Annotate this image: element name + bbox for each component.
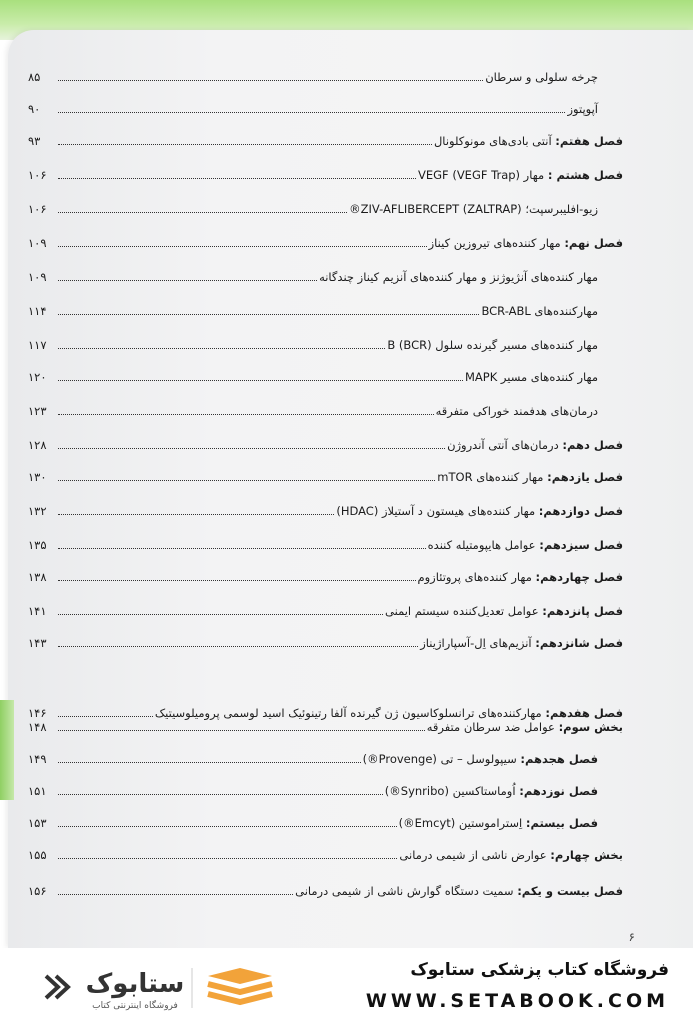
toc-page-number: ۱۱۷ — [28, 338, 47, 352]
toc-entry-text: چرخه سلولی و سرطان — [485, 70, 598, 84]
toc-leader-dots — [58, 646, 418, 647]
toc-entry-title — [349, 202, 598, 216]
toc-entry — [30, 876, 623, 898]
toc-page-number: ۱۵۶ — [28, 884, 47, 898]
toc-entry — [30, 808, 598, 830]
toc-entry-text: مهار VEGF (VEGF Trap) — [418, 168, 548, 182]
toc-entry-text: اُوماستاکسین (Synribo®) — [384, 784, 520, 798]
toc-entry-title — [465, 370, 598, 384]
toc-page-number: ۹۳ — [28, 134, 41, 148]
toc-entry-title — [420, 636, 623, 650]
toc-chapter-label: بخش سوم: — [558, 720, 623, 734]
toc-entry — [30, 596, 623, 618]
toc-chapter-label: فصل پانزدهم: — [542, 604, 623, 618]
toc-chapter-label: فصل دوازدهم: — [538, 504, 623, 518]
toc-page-number: ۱۵۱ — [28, 784, 47, 798]
toc-page-number: ۱۳۸ — [28, 570, 47, 584]
toc-entry-title — [434, 134, 623, 148]
toc-leader-dots — [58, 480, 435, 481]
toc-entry-title — [385, 604, 623, 618]
toc-entry — [30, 330, 598, 352]
toc-chapter-label: فصل یازدهم: — [547, 470, 623, 484]
toc-leader-dots — [58, 730, 425, 731]
toc-entry — [30, 194, 598, 216]
toc-entry-text: عوامل هایپومتیله کننده — [427, 538, 540, 552]
toc-chapter-label: فصل هجدهم: — [520, 752, 598, 766]
toc-chapter-label: فصل سیزدهم: — [539, 538, 623, 552]
toc-leader-dots — [58, 858, 397, 859]
toc-entry — [30, 562, 623, 584]
toc-entry-text: درمان‌های آنتی آندروژن — [447, 438, 563, 452]
toc-entry — [30, 744, 598, 766]
toc-page-number: ۱۰۶ — [28, 168, 47, 182]
toc-entry-text: سمیت دستگاه گوارش ناشی از شیمی درمانی — [295, 884, 518, 898]
toc-page-number: ۱۰۶ — [28, 202, 47, 216]
toc-chapter-label: فصل هفدهم: — [545, 706, 623, 720]
toc-entry-text: عوامل ضد سرطان متفرقه — [426, 720, 559, 734]
toc-entry-text: عوارض ناشی از شیمی درمانی — [399, 848, 551, 862]
toc-page-number: ۱۳۵ — [28, 538, 47, 552]
toc-entry-title — [429, 236, 623, 250]
toc-entry-title — [387, 338, 598, 352]
toc-leader-dots — [58, 448, 445, 449]
toc-entry — [30, 776, 598, 798]
toc-entry-title — [319, 270, 598, 284]
toc-entry-title — [418, 168, 623, 182]
toc-chapter-label: فصل چهاردهم: — [535, 570, 623, 584]
toc-leader-dots — [58, 794, 383, 795]
toc-leader-dots — [58, 348, 385, 349]
toc-page-number: ۱۵۳ — [28, 816, 47, 830]
toc-page-number: ۸۵ — [28, 70, 41, 84]
toc-leader-dots — [58, 314, 479, 315]
toc-entry-text: آنتی بادی‌های مونوکلونال — [433, 134, 556, 148]
toc-entry-title — [295, 884, 623, 898]
toc-page-number: ۱۲۰ — [28, 370, 47, 384]
green-page-edge-side — [0, 700, 14, 800]
toc-chapter-label: بخش چهارم: — [550, 848, 623, 862]
toc-leader-dots — [58, 280, 317, 281]
toc-leader-dots — [58, 144, 432, 145]
toc-chapter-label: فصل هفتم: — [555, 134, 623, 148]
toc-entry-text: سیپولوسل – تی (Provenge®) — [362, 752, 521, 766]
toc-chapter-label: فصل شانزدهم: — [535, 636, 623, 650]
toc-entry-title — [428, 538, 623, 552]
toc-entry — [30, 530, 623, 552]
toc-page-number: ۹۰ — [28, 102, 41, 116]
toc-entry-title — [418, 570, 624, 584]
toc-page-number: ۱۲۸ — [28, 438, 47, 452]
toc-entry-text: درمان‌های هدفمند خوراکی متفرقه — [435, 404, 598, 418]
toc-entry-title — [363, 752, 598, 766]
toc-entry-text: مهار کننده‌های آنژیوژنز و مهار کننده‌های آنزیم کیناز چندگانه — [319, 270, 598, 284]
toc-chapter-label: فصل نهم: — [564, 236, 623, 250]
toc-chapter-label: فصل بیستم: — [525, 816, 598, 830]
toc-page-number: ۱۰۹ — [28, 236, 47, 250]
toc-page-number: ۱۵۵ — [28, 848, 47, 862]
toc-entry-text: مهار کننده‌های مسیر MAPK — [464, 370, 598, 384]
setabook-logo[interactable] — [40, 962, 280, 1012]
toc-entry-text: مهارکننده‌های ترانسلوکاسیون ژن گیرنده آلفا رتینوئیک اسید لوسمی پرومیلوسیتیک — [154, 706, 546, 720]
toc-entry-text: مهار کننده‌های تیروزین کیناز — [428, 236, 565, 250]
store-url[interactable]: WWW.SETABOOK.COM — [365, 990, 669, 1012]
toc-page-number: ۱۳۲ — [28, 504, 47, 518]
toc-leader-dots — [58, 380, 463, 381]
toc-leader-dots — [58, 762, 361, 763]
toc-page-number: ۱۳۰ — [28, 470, 47, 484]
toc-leader-dots — [58, 80, 483, 81]
toc-leader-dots — [58, 212, 347, 213]
toc-chapter-label: فصل نوزدهم: — [519, 784, 598, 798]
page-number: ۶ — [628, 930, 635, 944]
toc-entry-text: آپوپتوز — [567, 102, 598, 116]
toc-entry-title — [399, 848, 623, 862]
toc-entry-title — [436, 404, 598, 418]
toc-chapter-label: فصل دهم: — [562, 438, 623, 452]
toc-entry — [30, 496, 623, 518]
store-footer — [0, 948, 693, 1024]
toc-entry-text: مهار کننده‌های مسیر گیرنده سلول B (BCR) — [387, 338, 598, 352]
toc-entry-text: اِستراموستین (Emcyt®) — [398, 816, 526, 830]
toc-entry — [30, 160, 623, 182]
toc-entry-text: مهارکننده‌های BCR-ABL — [481, 304, 598, 318]
toc-entry-text: مهار کننده‌های mTOR — [437, 470, 548, 484]
toc-entry-text: مهار کننده‌های هیستون د آستیلاز (HDAC) — [336, 504, 539, 518]
toc-leader-dots — [58, 414, 434, 415]
toc-leader-dots — [58, 580, 416, 581]
toc-leader-dots — [58, 894, 293, 895]
toc-entry-title — [385, 784, 598, 798]
toc-page-number: ۱۰۹ — [28, 270, 47, 284]
toc-entry — [30, 430, 623, 452]
toc-page-number: ۱۴۶ — [28, 706, 47, 720]
store-title: فروشگاه کتاب پزشکی ستابوک — [410, 960, 669, 980]
toc-entry — [30, 396, 598, 418]
logo-wordmark: ستابوک — [85, 969, 185, 999]
toc-leader-dots — [58, 614, 383, 615]
toc-page-number: ۱۱۴ — [28, 304, 47, 318]
toc-leader-dots — [58, 548, 426, 549]
toc-leader-dots — [58, 112, 565, 113]
toc-chapter-label: فصل بیست و یکم: — [517, 884, 623, 898]
toc-entry — [30, 628, 623, 650]
logo-subtitle: فروشگاه اینترنتی کتاب — [92, 1001, 178, 1011]
toc-page-number: ۱۲۳ — [28, 404, 47, 418]
toc-entry-title — [485, 70, 598, 84]
toc-entry-title — [437, 470, 623, 484]
toc-entry-title — [481, 304, 598, 318]
toc-entry — [30, 712, 623, 734]
toc-entry — [30, 462, 623, 484]
toc-entry — [30, 262, 598, 284]
toc-leader-dots — [58, 246, 427, 247]
toc-page-number: ۱۴۹ — [28, 752, 47, 766]
toc-entry — [30, 94, 598, 116]
toc-entry-text: مهار کننده‌های پروتئازوم — [417, 570, 536, 584]
toc-entry-text: آنزیم‌های اِل-آسپاراژیناز — [420, 636, 536, 650]
toc-page-number: ۱۴۱ — [28, 604, 47, 618]
toc-entry — [30, 840, 623, 862]
toc-chapter-label: فصل هشتم : — [547, 168, 623, 182]
toc-entry — [30, 296, 598, 318]
toc-page-number: ۱۴۳ — [28, 636, 47, 650]
toc-entry-title — [336, 504, 623, 518]
toc-entry — [30, 62, 598, 84]
toc-leader-dots — [58, 826, 397, 827]
toc-entry-title — [427, 720, 623, 734]
toc-entry — [30, 228, 623, 250]
toc-entry-title — [567, 102, 598, 116]
toc-leader-dots — [58, 514, 334, 515]
toc-leader-dots — [58, 178, 416, 179]
toc-entry-title — [447, 438, 623, 452]
toc-page-number: ۱۴۸ — [28, 720, 47, 734]
toc-entry — [30, 126, 623, 148]
toc-entry — [30, 362, 598, 384]
toc-entry-text: عوامل تعدیل‌کننده سیستم ایمنی — [385, 604, 543, 618]
toc-entry-text: زیو-افلیبرسپت؛ (ZIV-AFLIBERCEPT (ZALTRAP® — [349, 202, 598, 216]
toc-entry-title — [399, 816, 598, 830]
